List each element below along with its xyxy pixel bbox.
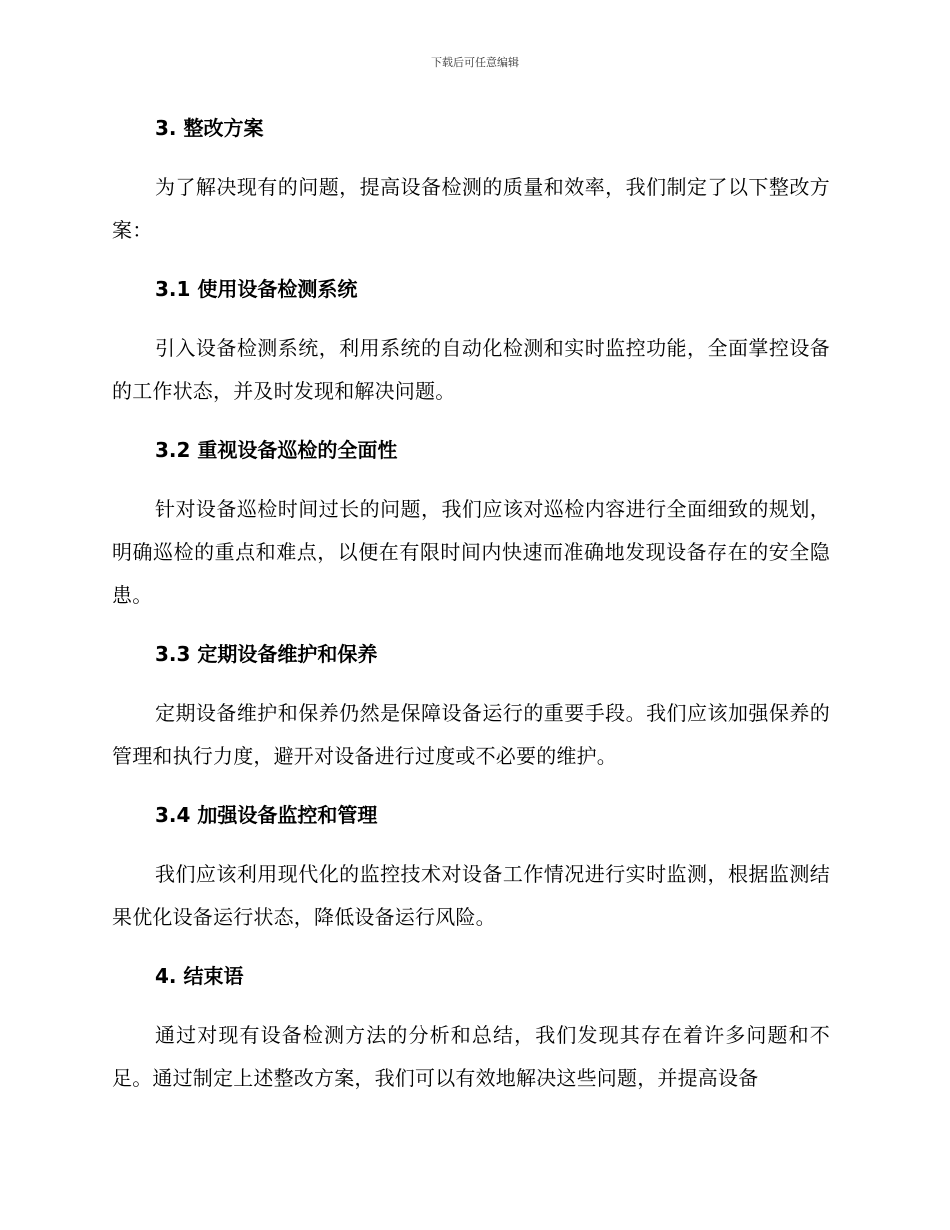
section-paragraph-3-3: 定期设备维护和保养仍然是保障设备运行的重要手段。我们应该加强保养的管理和执行力度，避开对设备进行过度或不必要的维护。 bbox=[112, 701, 830, 768]
section-paragraph-3: 为了解决现有的问题，提高设备检测的质量和效率，我们制定了以下整改方案： bbox=[112, 175, 830, 242]
section-heading-4: 4. 结束语 bbox=[155, 964, 244, 988]
section-heading-3-4: 3.4 加强设备监控和管理 bbox=[155, 803, 378, 827]
section-heading-3-1: 3.1 使用设备检测系统 bbox=[155, 277, 358, 301]
page-header: 下载后可任意编辑 bbox=[431, 56, 519, 69]
section-heading-3: 3. 整改方案 bbox=[155, 116, 264, 140]
section-paragraph-4: 通过对现有设备检测方法的分析和总结，我们发现其存在着许多问题和不足。通过制定上述整改方案，我们可以有效地解决这些问题，并提高设备 bbox=[112, 1023, 830, 1090]
section-heading-3-3: 3.3 定期设备维护和保养 bbox=[155, 642, 378, 666]
section-paragraph-3-1: 引入设备检测系统，利用系统的自动化检测和实时监控功能，全面掌控设备的工作状态，并及时发现和解决问题。 bbox=[112, 336, 830, 403]
section-paragraph-3-2: 针对设备巡检时间过长的问题，我们应该对巡检内容进行全面细致的规划，明确巡检的重点和难点，以便在有限时间内快速而准确地发现设备存在的安全隐患。 bbox=[112, 497, 830, 607]
section-heading-3-2: 3.2 重视设备巡检的全面性 bbox=[155, 438, 398, 462]
document-body bbox=[112, 110, 830, 1100]
section-paragraph-3-4: 我们应该利用现代化的监控技术对设备工作情况进行实时监测，根据监测结果优化设备运行状态，降低设备运行风险。 bbox=[112, 862, 830, 929]
